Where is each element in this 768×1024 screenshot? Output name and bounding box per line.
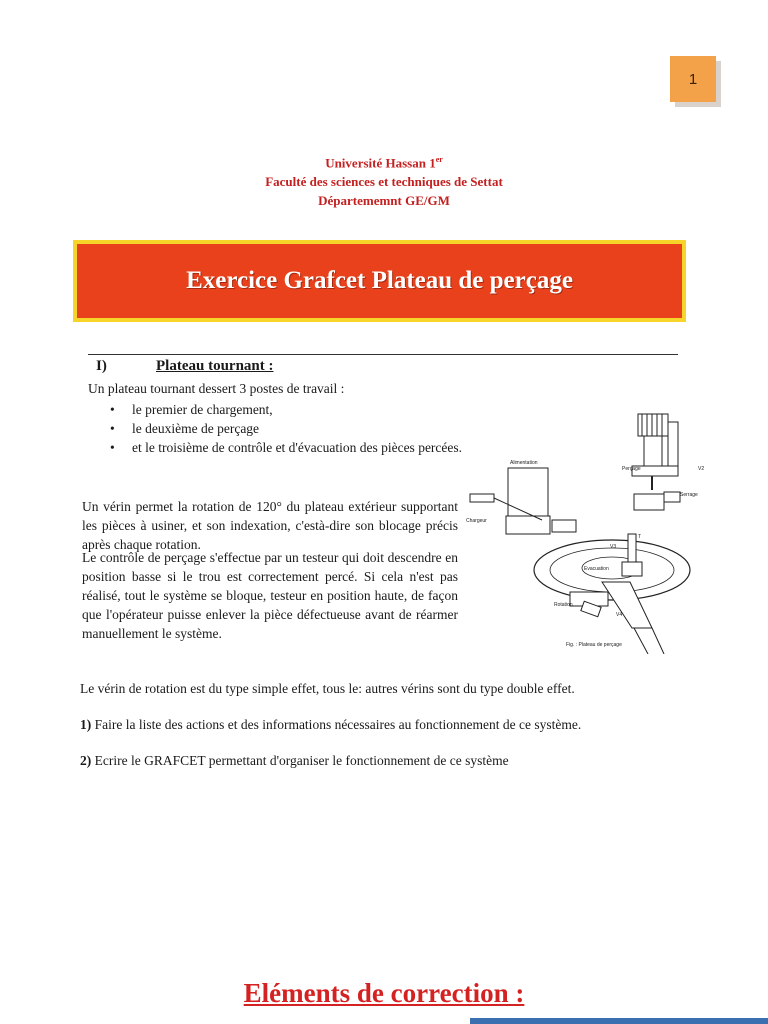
page-title: Exercice Grafcet Plateau de perçage [186, 267, 573, 294]
question-2-number: 2) [80, 753, 92, 768]
label-v3: V3 [610, 544, 617, 550]
question-1 [80, 716, 680, 734]
faculty-name: Faculté des sciences et techniques de Settat [265, 174, 503, 190]
label-v4: V4 [616, 612, 623, 618]
label-t: T [638, 534, 642, 540]
question-1-number: 1) [80, 717, 92, 732]
title-banner [73, 240, 686, 322]
institution-header [0, 150, 768, 210]
figure-caption: Fig. : Plateau de perçage [566, 642, 622, 648]
list-item: • le premier de chargement, [108, 400, 463, 419]
question-1-text: Faire la liste des actions et des informations nécessaires au fonctionnement de ce système. [91, 717, 582, 732]
question-2 [80, 752, 680, 770]
workstation-list [108, 400, 463, 457]
label-chargeur: Chargeur [466, 518, 487, 524]
label-evacuation: Evacuation [584, 566, 609, 572]
section-heading [96, 358, 274, 375]
label-serrage: Serrage [680, 492, 698, 498]
section-number: I) [96, 358, 107, 374]
question-2-text: Ecrire le GRAFCET permettant d'organiser le fonctionnement de ce système [91, 753, 509, 768]
list-item: • le deuxième de perçage [108, 419, 463, 438]
label-percage: Perçage [622, 466, 641, 472]
page-number-badge: 1 [670, 56, 716, 102]
label-alimentation: Alimentation [510, 460, 538, 466]
label-rotation: Rotation [554, 602, 573, 608]
correction-heading: Eléments de correction : [243, 978, 525, 1008]
list-item: • et le troisième de contrôle et d'évacuation des pièces percées. [108, 438, 463, 457]
control-paragraph: Le contrôle de perçage s'effectue par un testeur qui doit descendre en position basse si le trou est correctement percé. Si cela n'est pas réalisé, tout le système se bloque, testeur en position haute, de façon que l'opérateur puisse enlever la pièce défectueuse avant de réarmer manuellement le système. [82, 550, 458, 641]
cylinder-types-paragraph: Le vérin de rotation est du type simple effet, tous le: autres vérins sont du type double effet. [80, 681, 575, 696]
section-divider [88, 354, 678, 355]
department-name: Départememnt GE/GM [318, 193, 450, 209]
university-name: Université Hassan 1er [325, 155, 443, 171]
label-v2: V2 [698, 466, 705, 472]
drilling-plate-figure [462, 392, 712, 654]
footer-bar [470, 1018, 768, 1024]
section-title: Plateau tournant : [156, 358, 274, 374]
intro-text: Un plateau tournant dessert 3 postes de travail : [88, 381, 345, 396]
rotation-paragraph: Un vérin permet la rotation de 120° du plateau extérieur supportant les pièces à usiner, et son indexation, c'està-dire son blocage précis après chaque rotation. [82, 499, 458, 552]
